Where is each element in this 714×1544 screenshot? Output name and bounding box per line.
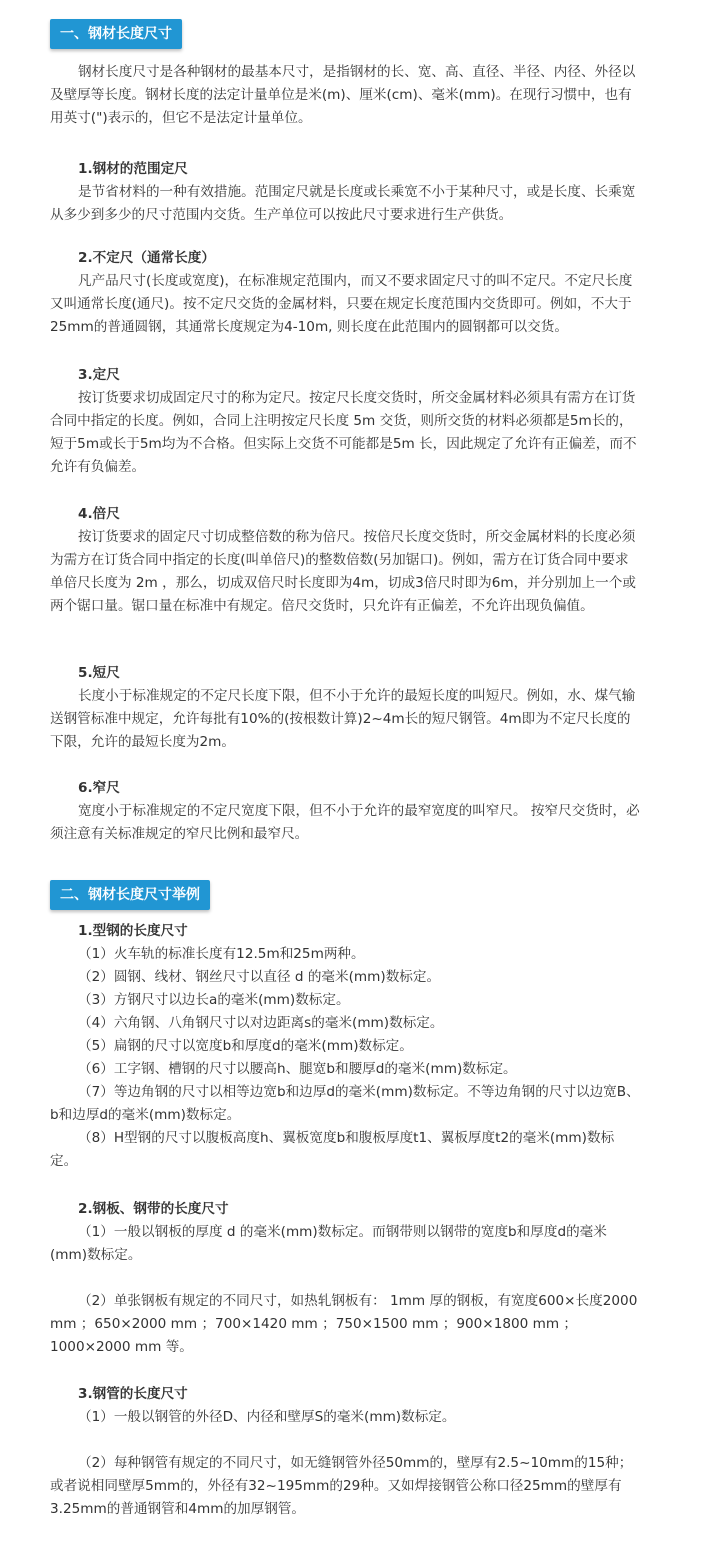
group-heading: 3.钢管的长度尺寸 bbox=[78, 1386, 188, 1402]
item-heading: 4.倍尺 bbox=[78, 506, 120, 522]
list-line: （4）六角钢、八角钢尺寸以对边距离s的毫米(mm)数标定。 bbox=[78, 1015, 444, 1031]
list-line: （1）火车轨的标准长度有12.5m和25m两种。 bbox=[78, 946, 365, 962]
item-paragraph: 是节省材料的一种有效措施。范围定尺就是长度或长乘宽不小于某种尺寸，或是长度、长乘宽从多少到多少的尺寸范围内交货。生产单位可以按此尺寸要求进行生产供货。 bbox=[50, 184, 636, 223]
list-line: （1）一般以钢管的外径D、内径和壁厚S的毫米(mm)数标定。 bbox=[78, 1409, 456, 1425]
list-line: （2）单张钢板有规定的不同尺寸，如热轧钢板有： 1mm 厚的钢板，有宽度600×长度2000 mm ；650×2000 mm ；700×1420 mm ；750×1500 mm ；900×1800 mm ；1000×2000 mm 等。 bbox=[50, 1293, 638, 1355]
item-heading: 1.钢材的范围定尺 bbox=[78, 161, 188, 177]
list-line: （7）等边角钢的尺寸以相等边宽b和边厚d的毫米(mm)数标定。不等边角钢的尺寸以边宽B、b和边厚d的毫米(mm)数标定。 bbox=[50, 1084, 640, 1123]
item-heading: 5.短尺 bbox=[78, 665, 120, 681]
item-heading: 2.不定尺（通常长度） bbox=[78, 250, 215, 266]
section-title-badge: 一、钢材长度尺寸 bbox=[50, 19, 182, 49]
list-line: （5）扁钢的尺寸以宽度b和厚度d的毫米(mm)数标定。 bbox=[78, 1038, 413, 1054]
list-line: （8）H型钢的尺寸以腹板高度h、翼板宽度b和腹板厚度t1、翼板厚度t2的毫米(mm)数标定。 bbox=[50, 1130, 615, 1169]
section-title-badge: 二、钢材长度尺寸举例 bbox=[50, 880, 210, 910]
list-line: （6）工字钢、槽钢的尺寸以腰高h、腿宽b和腰厚d的毫米(mm)数标定。 bbox=[78, 1061, 517, 1077]
list-line: （2）每种钢管有规定的不同尺寸，如无缝钢管外径50mm的，壁厚有2.5~10mm的15种；或者说相同壁厚5mm的，外径有32~195mm的29种。又如焊接钢管公称口径25mm的壁厚有3.25mm的普通钢管和4mm的加厚钢管。 bbox=[50, 1455, 633, 1517]
list-line: （1）一般以钢板的厚度 d 的毫米(mm)数标定。而钢带则以钢带的宽度b和厚度d的毫米(mm)数标定。 bbox=[50, 1224, 607, 1263]
group-heading: 1.型钢的长度尺寸 bbox=[78, 923, 188, 939]
item-heading: 3.定尺 bbox=[78, 367, 120, 383]
list-line: （3）方钢尺寸以边长a的毫米(mm)数标定。 bbox=[78, 992, 350, 1008]
intro-paragraph: 钢材长度尺寸是各种钢材的最基本尺寸，是指钢材的长、宽、高、直径、半径、内径、外径以及壁厚等长度。钢材长度的法定计量单位是米(m)、厘米(cm)、毫米(mm)。在现行习惯中，也有用英寸(")表示的，但它不是法定计量单位。 bbox=[50, 64, 636, 126]
item-paragraph: 凡产品尺寸(长度或宽度)，在标准规定范围内，而又不要求固定尺寸的叫不定尺。不定尺长度又叫通常长度(通尺)。按不定尺交货的金属材料，只要在规定长度范围内交货即可。例如，不大于25mm的普通圆钢，其通常长度规定为4-10m, 则长度在此范围内的圆钢都可以交货。 bbox=[50, 273, 633, 335]
list-line: （2）圆钢、线材、钢丝尺寸以直径 d 的毫米(mm)数标定。 bbox=[78, 969, 441, 985]
item-paragraph: 宽度小于标准规定的不定尺宽度下限，但不小于允许的最窄宽度的叫窄尺。 按窄尺交货时，必须注意有关标准规定的窄尺比例和最窄尺。 bbox=[50, 803, 640, 842]
item-heading: 6.窄尺 bbox=[78, 780, 120, 796]
item-paragraph: 按订货要求的固定尺寸切成整倍数的称为倍尺。按倍尺长度交货时，所交金属材料的长度必须为需方在订货合同中指定的长度(叫单倍尺)的整数倍数(另加锯口)。例如，需方在订货合同中要求单倍尺长度为 2m ，那么，切成双倍尺时长度即为4m，切成3倍尺时即为6m，并分别加上一个或两个锯口量。锯口量在标准中有规定。倍尺交货时，只允许有正偏差，不允许出现负偏值。 bbox=[50, 529, 636, 614]
group-heading: 2.钢板、钢带的长度尺寸 bbox=[78, 1201, 229, 1217]
item-paragraph: 长度小于标准规定的不定尺长度下限，但不小于允许的最短长度的叫短尺。例如，水、煤气输送钢管标准中规定，允许每批有10%的(按根数计算)2~4m长的短尺钢管。4m即为不定尺长度的下限，允许的最短长度为2m。 bbox=[50, 688, 636, 750]
item-paragraph: 按订货要求切成固定尺寸的称为定尺。按定尺长度交货时，所交金属材料必须具有需方在订货合同中指定的长度。例如，合同上注明按定尺长度 5m 交货，则所交货的材料必须都是5m长的，短于5m或长于5m均为不合格。但实际上交货不可能都是5m 长，因此规定了允许有正偏差，而不允许有负偏差。 bbox=[50, 390, 637, 475]
